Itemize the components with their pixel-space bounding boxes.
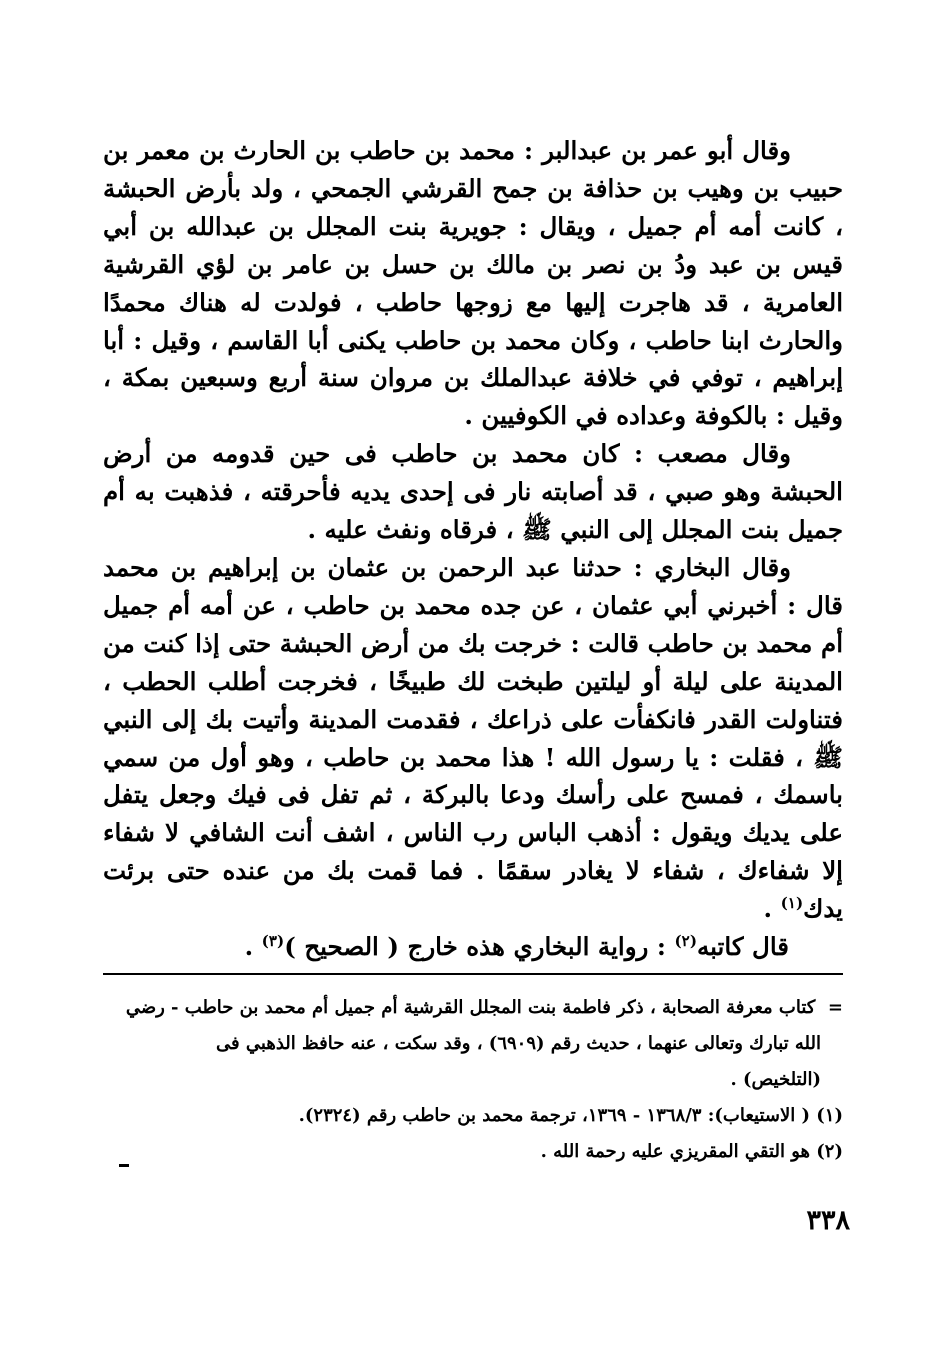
paragraph-ibn-abdulbarr: وقال أبو عمر بن عبدالبر : محمد بن حاطب بن الحارث بن معمر بن حبيب بن وهيب بن حذافة بن جمح القرشي الجمحي ، ولد بأرض الحبشة ، كانت أمه أم جميل ، ويقال : جويرية بنت المجلل بن عبدالله بن أبي قيس بن عبد ودُ بن نصر بن مالك بن حسل بن عامر بن لؤي القرشية العامرية ، قد هاجرت إليها مع زوجها حاطب ، فولدت له هناك محمدًا والحارث ابنا حاطب ، وكان محمد بن حاطب يكنى أبا القاسم ، وقيل : أبا إبراهيم ، توفي في خلافة عبدالملك بن مروان سنة أربع وسبعين بمكة ، وقيل : بالكوفة وعداده في الكوفيين . [103,136,843,431]
paragraph-bukhari-text: وقال البخاري : حدثنا عبد الرحمن بن عثمان بن إبراهيم بن محمد قال : أخبرني أبي عثمان ، عن جده محمد بن حاطب ، عن أمه أم جميل أم محمد بن حاطب قالت : خرجت بك من أرض الحبشة حتى إذا كنت من المدينة على ليلة أو ليلتين طبخت لك طبيخًا ، فخرجت أطلب الحطب ، فتناولت القدر فانكفأت على ذراعك ، فقدمت المدينة وأتيت بك إلى النبي ﷺ ، فقلت : يا رسول الله ! هذا محمد بن حاطب ، وهو أول من سمي باسمك ، فمسح على رأسك ودعا بالبركة ، ثم تفل فى فيك وجعل يتفل على يديك ويقول : أذهب الباس رب الناس ، اشف أنت الشافي لا شفاء إلا شفاءك ، شفاء لا يغادر سقمًا . فما قمت بك من عنده حتى برئت يدك [103,552,843,924]
footnote-1: (١) ( الاستيعاب): ١٣٦٨/٣ - ١٣٦٩، ترجمة محمد بن حاطب رقم (٢٣٢٤). [298,1105,843,1126]
footnote-continued-line-3: (التلخيص) . [730,1069,821,1090]
paragraph-musab: وقال مصعب : كان محمد بن حاطب فى حين قدومه من أرض الحبشة وهو صبي ، قد أصابته نار فى إحدى يديه فأحرقته ، فذهبت به أم جميل بنت المجلل إلى النبي ﷺ ، فرقاه ونفث عليه . [103,439,843,545]
continuation-dash [119,1164,129,1167]
closing-end: . [244,932,262,962]
paragraph-bukhari [103,549,843,928]
closing-remark [103,928,843,966]
footnote-continued-line-2: الله تبارك وتعالى عنهما ، حديث رقم (٦٩٠٩) ، وقد سكت ، عنه حافظ الذهبي فى [216,1033,821,1054]
continued-text-1: كتاب معرفة الصحابة ، ذكر فاطمة بنت المجلل القرشية أم جميل أم محمد بن حاطب - رضي [125,997,816,1018]
footnote-ref-2: (٢) [674,931,698,950]
continued-mark: = [827,997,843,1018]
footnote-separator [103,973,843,975]
footnote-ref-3: (٣) [261,931,285,950]
footnote-ref-1: (١) [780,893,804,912]
footnote-2: (٢) هو التقي المقريزي عليه رحمة الله . [540,1141,843,1162]
paragraph-bukhari-end: . [763,894,781,924]
footnote-continued-line-1 [103,990,843,1026]
closing-middle: : رواية البخاري هذه خارج ( الصحيح ) [284,932,675,962]
footnotes [103,990,843,1170]
main-text [103,132,843,966]
closing-start: قال كاتبه [697,932,789,962]
page-number: ٣٣٨ [806,1205,850,1236]
